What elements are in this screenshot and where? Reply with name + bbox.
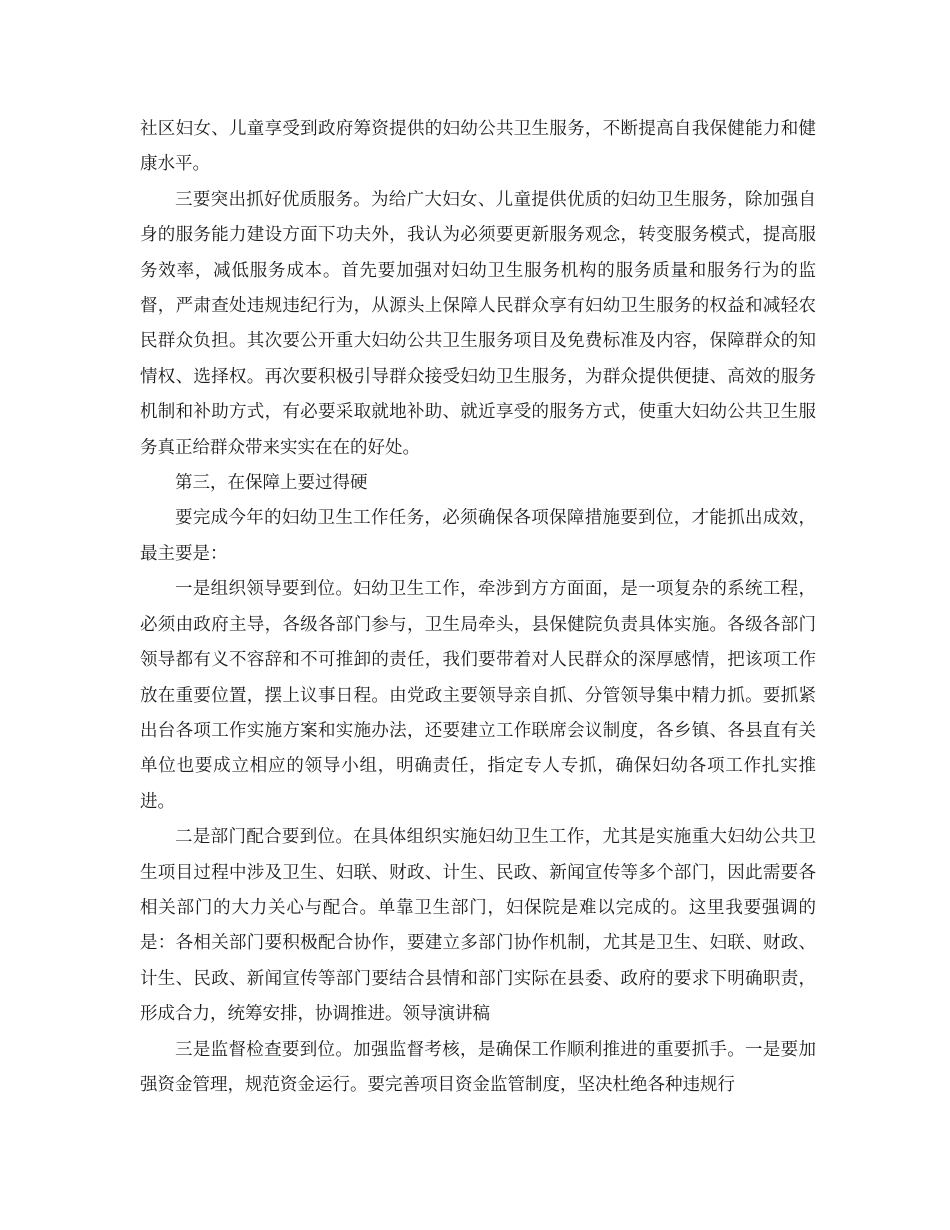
- paragraph-5: 一是组织领导要到位。妇幼卫生工作，牵涉到方方面面，是一项复杂的系统工程，必须由政府主导，各级各部门参与，卫生局牵头，县保健院负责具体实施。各级各部门领导都有义不容辞和不可推卸的责任，我们要带着对人民群众的深厚感情，把该项工作放在重要位置，摆上议事日程。由党政主要领导亲自抓、分管领导集中精力抓。要抓紧出台各项工作实施方案和实施办法，还要建立工作联席会议制度，各乡镇、各县直有关单位也要成立相应的领导小组，明确责任，指定专人专抓，确保妇幼各项工作扎实推进。: [140, 579, 816, 812]
- paragraph-4: 要完成今年的妇幼卫生工作任务，必须确保各项保障措施要到位，才能抓出成效，最主要是：: [140, 508, 816, 564]
- document-body: [140, 112, 816, 1103]
- paragraph-3: 第三，在保障上要过得硬: [175, 473, 368, 494]
- paragraph-1: 社区妇女、儿童享受到政府筹资提供的妇幼公共卫生服务，不断提高自我保健能力和健康水平。: [140, 119, 816, 175]
- paragraph-2: 三要突出抓好优质服务。为给广大妇女、儿童提供优质的妇幼卫生服务，除加强自身的服务能力建设方面下功夫外，我认为必须要更新服务观念，转变服务模式，提高服务效率，减低服务成本。首先要加强对妇幼卫生服务机构的服务质量和服务行为的监督，严肃查处违规违纪行为，从源头上保障人民群众享有妇幼卫生服务的权益和减轻农民群众负担。其次要公开重大妇幼公共卫生服务项目及免费标准及内容，保障群众的知情权、选择权。再次要积极引导群众接受妇幼卫生服务，为群众提供便捷、高效的服务机制和补助方式，有必要采取就地补助、就近享受的服务方式，使重大妇幼公共卫生服务真正给群众带来实实在在的好处。: [140, 189, 816, 458]
- paragraph-6: 二是部门配合要到位。在具体组织实施妇幼卫生工作，尤其是实施重大妇幼公共卫生项目过程中涉及卫生、妇联、财政、计生、民政、新闻宣传等多个部门，因此需要各相关部门的大力关心与配合。单靠卫生部门，妇保院是难以完成的。这里我要强调的是：各相关部门要积极配合协作，要建立多部门协作机制，尤其是卫生、妇联、财政、计生、民政、新闻宣传等部门要结合县情和部门实际在县委、政府的要求下明确职责，形成合力，统筹安排，协调推进。领导演讲稿: [140, 827, 816, 1025]
- paragraph-7: 三是监督检查要到位。加强监督考核，是确保工作顺利推进的重要抓手。一是要加强资金管理，规范资金运行。要完善项目资金监管制度，坚决杜绝各种违规行: [140, 1039, 816, 1095]
